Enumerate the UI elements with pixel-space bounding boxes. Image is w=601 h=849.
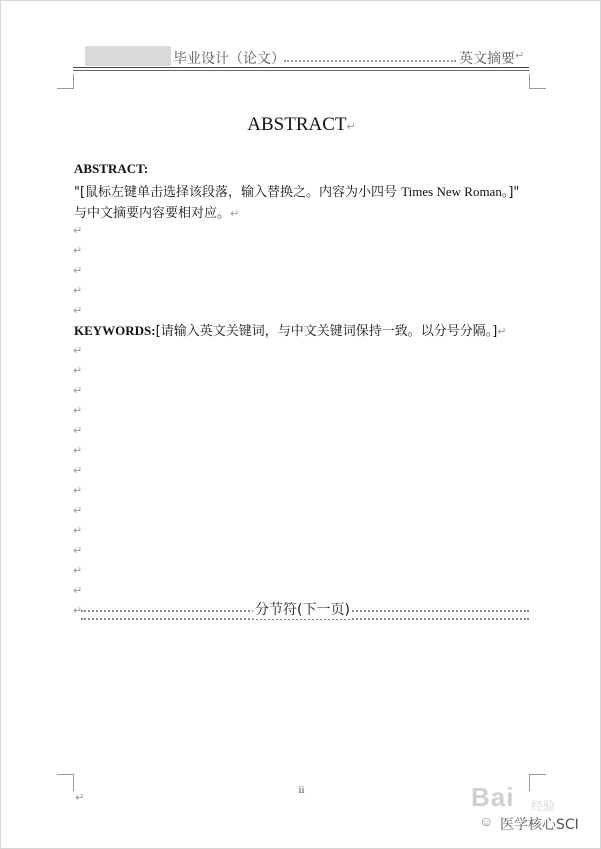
empty-paragraph-mark-icon[interactable]: ↵	[73, 404, 83, 417]
empty-paragraph-mark-icon[interactable]: ↵	[73, 564, 83, 577]
header-rule-thin	[73, 70, 529, 71]
empty-paragraph-mark-icon[interactable]: ↵	[73, 384, 83, 397]
empty-paragraph-mark-icon[interactable]: ↵	[73, 584, 83, 597]
abstract-body-part1: "[鼠标左键单击选择该段落，输入替换之。内容为小四号	[74, 185, 402, 200]
paragraph-mark-icon: ↵	[515, 49, 525, 62]
empty-paragraph-mark-icon[interactable]: ↵	[73, 444, 83, 457]
section-break-label: 分节符(下一页)	[253, 599, 352, 619]
empty-paragraph-mark-icon[interactable]: ↵	[73, 604, 83, 617]
keywords-label: KEYWORDS:	[74, 323, 156, 338]
empty-paragraph-mark-icon[interactable]: ↵	[73, 424, 83, 437]
empty-paragraph-mark-icon[interactable]: ↵	[73, 524, 83, 537]
empty-paragraph-mark-icon[interactable]: ↵	[73, 304, 83, 317]
empty-paragraph-mark-icon[interactable]: ↵	[73, 244, 83, 257]
paragraph-mark-icon: ↵	[230, 207, 240, 220]
header-left-text[interactable]: 毕业设计（论文）	[173, 51, 285, 67]
crop-mark-top-right	[529, 74, 546, 89]
empty-paragraph-mark-icon[interactable]: ↵	[73, 224, 83, 237]
abstract-body-part2: 。]" 与中文摘要内容要相对应。	[74, 185, 520, 221]
empty-paragraph-mark-icon[interactable]: ↵	[73, 464, 83, 477]
crop-mark-top-left	[57, 74, 74, 89]
baidu-watermark-subtitle: 经验	[531, 799, 556, 813]
page-title[interactable]	[1, 114, 601, 136]
empty-paragraph-mark-icon[interactable]: ↵	[73, 284, 83, 297]
empty-paragraph-mark-icon[interactable]: ↵	[73, 264, 83, 277]
empty-paragraph-mark-icon[interactable]: ↵	[73, 544, 83, 557]
empty-paragraph-mark-icon[interactable]: ↵	[73, 504, 83, 517]
empty-paragraph-mark-icon[interactable]: ↵	[73, 484, 83, 497]
page-title-text: ABSTRACT	[247, 114, 347, 135]
baidu-watermark-logo: Bai	[471, 782, 515, 812]
header-dotted-leader	[284, 60, 456, 62]
header-redacted-block	[85, 46, 171, 66]
empty-paragraph-mark-icon[interactable]: ↵	[73, 364, 83, 377]
footer-paragraph-mark-icon: ↵	[75, 791, 85, 804]
watermark-account-name: 医学核心SCI	[500, 817, 579, 833]
abstract-body-font-name: Times New Roman	[401, 184, 502, 199]
footer-page-number[interactable]: ii	[298, 784, 305, 796]
wechat-icon: ☺	[479, 815, 494, 830]
keywords-paragraph[interactable]	[74, 320, 507, 339]
keywords-text: [请输入英文关键词，与中文关键词保持一致。以分号分隔。]	[155, 324, 498, 339]
header-rule-thick	[73, 67, 529, 68]
paragraph-mark-icon: ↵	[346, 120, 356, 133]
paragraph-mark-icon: ↵	[497, 325, 507, 338]
empty-paragraph-mark-icon[interactable]: ↵	[73, 344, 83, 357]
header-right-text[interactable]: 英文摘要	[459, 51, 515, 67]
abstract-label[interactable]: ABSTRACT:	[74, 161, 149, 176]
abstract-paragraph[interactable]	[74, 181, 534, 224]
